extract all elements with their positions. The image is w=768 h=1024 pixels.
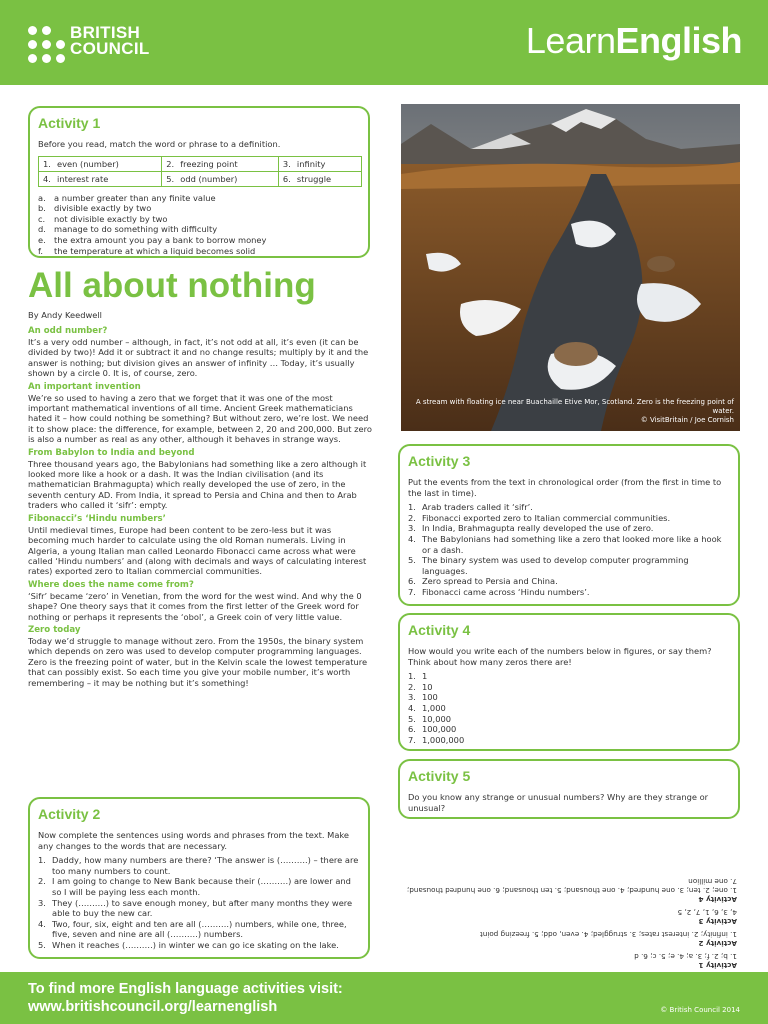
events-list xyxy=(408,502,730,597)
landscape-photo xyxy=(401,104,740,431)
answer-label: Activity 1 xyxy=(698,961,737,970)
activity-2-box xyxy=(28,797,370,959)
answer-text: 4, 3, 6, 1, 7, 2, 5 xyxy=(677,908,737,917)
section-paragraph: It’s a very odd number – although, in fact, it’s not odd at all, it’s even (it can be divided by two)! Add it or subtract it and no change results; multiply by it and the answer is nothing; but division gives an answer of infinity … Today, it’s usually shown by a circle 0. It is, of course, zero. xyxy=(28,337,369,379)
list-item: 6. 100,000 xyxy=(408,724,457,735)
footer-cta: To find more English language activities visit: www.britishcouncil.org/learnenglish xyxy=(28,981,343,1015)
activity-3-title: Activity 3 xyxy=(408,453,471,469)
activity-5-instruction: Do you know any strange or unusual numbers? Why are they strange or unusual? xyxy=(408,792,709,813)
list-item: 4. The Babylonians had something like a zero that looked more like a hook or a dash. xyxy=(408,533,722,555)
answers-section xyxy=(403,828,737,988)
photo-caption: A stream with floating ice near Buachaille Etive Mor, Scotland. Zero is the freezing point of water. © VisitBritain / Joe Cornish xyxy=(415,398,734,424)
section-heading: Where does the name come from? xyxy=(28,579,194,590)
matching-table xyxy=(38,156,362,187)
word-cell: 4. interest rate xyxy=(39,171,162,186)
list-item: 1. Arab traders called it ‘sifr’. xyxy=(408,502,533,513)
section-heading: Fibonacci’s ‘Hindu numbers’ xyxy=(28,513,166,524)
photo-credit: © VisitBritain / Joe Cornish xyxy=(640,416,734,424)
activity-1-box xyxy=(28,106,370,258)
header-bar xyxy=(0,0,768,85)
list-item: e. the extra amount you pay a bank to borrow money xyxy=(38,234,267,245)
activity-4-title: Activity 4 xyxy=(408,622,471,638)
list-item: 1. 1 xyxy=(408,671,428,682)
activity-1-instruction: Before you read, match the word or phrase to a definition. xyxy=(38,139,281,149)
word-cell: 6. struggle xyxy=(278,171,361,186)
list-item: d. manage to do something with difficulty xyxy=(38,224,218,235)
article-title: All about nothing xyxy=(28,266,316,305)
list-item: 5. When it reaches (……….) in winter we can go ice skating on the lake. xyxy=(38,939,339,950)
list-item: 1. Daddy, how many numbers are there? ‘The answer is (……….) – there are too many numbers to count. xyxy=(38,855,359,876)
footer-bar xyxy=(0,972,768,1024)
activity-1-title: Activity 1 xyxy=(38,115,101,131)
section-paragraph: ‘Sifr’ became ‘zero’ in Venetian, from the word for the west wind. And why the 0 shape? One theory says that it comes from the first letter of the Greek word for nothing or perhaps it represents the ‘obol’, a Greek coin of very little value. xyxy=(28,590,362,622)
definition-list xyxy=(38,193,360,257)
answer-text: 1. b; 2. f; 3. a; 4. e; 5. c; 6. d xyxy=(634,952,737,961)
activity-2-instruction: Now complete the sentences using words and phrases from the text. Make any changes to the words that are necessary. xyxy=(38,830,350,851)
activity-3-instruction: Put the events from the text in chronological order (from the first in time to the last in time). xyxy=(408,477,722,498)
list-item: f. the temperature at which a liquid becomes solid xyxy=(38,245,256,256)
activity-2-title: Activity 2 xyxy=(38,806,101,822)
list-item: 6. Zero spread to Persia and China. xyxy=(408,576,558,587)
learnenglish-logo: LearnEnglish xyxy=(525,20,742,61)
word-cell: 3. infinity xyxy=(278,156,361,171)
section-paragraph: Three thousand years ago, the Babylonians had something like a zero although it looked more like a hook or a dash. It was the Indian civilisation (and its mathematician Brahmagupta) which really developed the use of zero, in the seventh century AD. From India, it spread to Persia and China and then to Arab traders who called it ‘sifr’: empty. xyxy=(28,458,367,511)
section-heading: An odd number? xyxy=(28,326,108,336)
numbers-list xyxy=(408,671,730,745)
section-heading: From Babylon to India and beyond xyxy=(28,447,195,458)
section-paragraph: Today we’d struggle to manage without zero. From the 1950s, the binary system which depends on zero was used to develop computer programming languages. Zero is the freezing point of water, but in the Kelvin scale the lowest temperature that can possibly exist. So each time you give your mobile number, it’s worth remembering – it may be nothing but it’s something! xyxy=(28,635,368,688)
answer-label: Activity 4 xyxy=(698,895,737,904)
word-cell: 1. even (number) xyxy=(39,156,162,171)
list-item: 3. In India, Brahmagupta really developed the use of zero. xyxy=(408,523,654,534)
activity-5-box xyxy=(398,759,740,819)
activity-5-title: Activity 5 xyxy=(408,768,471,784)
list-item: 2. I am going to change to New Bank because their (……….) are lower and so I will be paying less each month. xyxy=(38,876,351,897)
list-item: 4. Two, four, six, eight and ten are all (……….) numbers, while one, three, five, seven and nine are all (……….) numbers. xyxy=(38,918,347,940)
answer-label: Activity 2 xyxy=(698,939,737,948)
footer-link[interactable]: www.britishcouncil.org/learnenglish xyxy=(28,999,278,1015)
answer-text: 1. one; 2. ten; 3. one hundred; 4. one thousand; 5. ten thousand; 6. one hundred thousand; 7. one million xyxy=(406,877,737,895)
activity-3-box xyxy=(398,444,740,606)
list-item: 3. They (……….) to save enough money, but after many months they were able to buy the new car. xyxy=(38,897,353,919)
byline: By Andy Keedwell xyxy=(28,310,102,320)
list-item: 3. 100 xyxy=(408,692,438,703)
list-item: 7. Fibonacci came across ‘Hindu numbers’. xyxy=(408,586,590,597)
list-item: c. not divisible exactly by two xyxy=(38,213,168,224)
list-item: 4. 1,000 xyxy=(408,702,446,713)
list-item: 2. 10 xyxy=(408,681,433,692)
sentences-list xyxy=(38,855,360,950)
copyright: © British Council 2014 xyxy=(660,1006,740,1014)
list-item: 5. The binary system was used to develop computer programming languages. xyxy=(408,555,689,576)
british-council-logo-icon xyxy=(28,26,68,66)
list-item: a. a number greater than any finite value xyxy=(38,192,216,203)
section-heading: Zero today xyxy=(28,624,81,635)
british-council-wordmark: BRITISH COUNCIL xyxy=(70,23,150,58)
list-item: 7. 1,000,000 xyxy=(408,734,465,745)
article-body xyxy=(28,310,374,688)
activity-4-instruction: How would you write each of the numbers below in figures, or say them? Think about how many zeros there are! xyxy=(408,646,712,667)
answer-label: Activity 3 xyxy=(698,917,737,926)
section-paragraph: We’re so used to having a zero that we forget that it was one of the most important mathematical inventions of all time. Ancient Greek mathematicians hated it – how could nothing be something? But without zero, we’re lost. We need it to show place: the difference, for example, between 2, 20 and 200,000. But zero is also a number as real as any other, although it behaves in strange ways. xyxy=(28,392,372,445)
list-item: b. divisible exactly by two xyxy=(38,203,152,214)
word-cell: 2. freezing point xyxy=(162,156,279,171)
activity-4-box xyxy=(398,613,740,751)
word-cell: 5. odd (number) xyxy=(162,171,279,186)
answer-text: 1. infinity; 2. interest rates; 3. struggled; 4. even, odd; 5. freezing point xyxy=(479,930,737,939)
list-item: 5. 10,000 xyxy=(408,713,452,724)
section-paragraph: Until medieval times, Europe had been content to be zero-less but it was becoming much harder to calculate using the old Roman numerals. Living in Algeria, a young Italian man called Leonardo Fibonacci came across what were called ‘Hindu numbers’ and (along with decimals and ways of calculating interest rates) exported zero to Italian commercial communities. xyxy=(28,524,367,577)
section-heading: An important invention xyxy=(28,381,141,392)
list-item: 2. Fibonacci exported zero to Italian commercial communities. xyxy=(408,512,671,523)
